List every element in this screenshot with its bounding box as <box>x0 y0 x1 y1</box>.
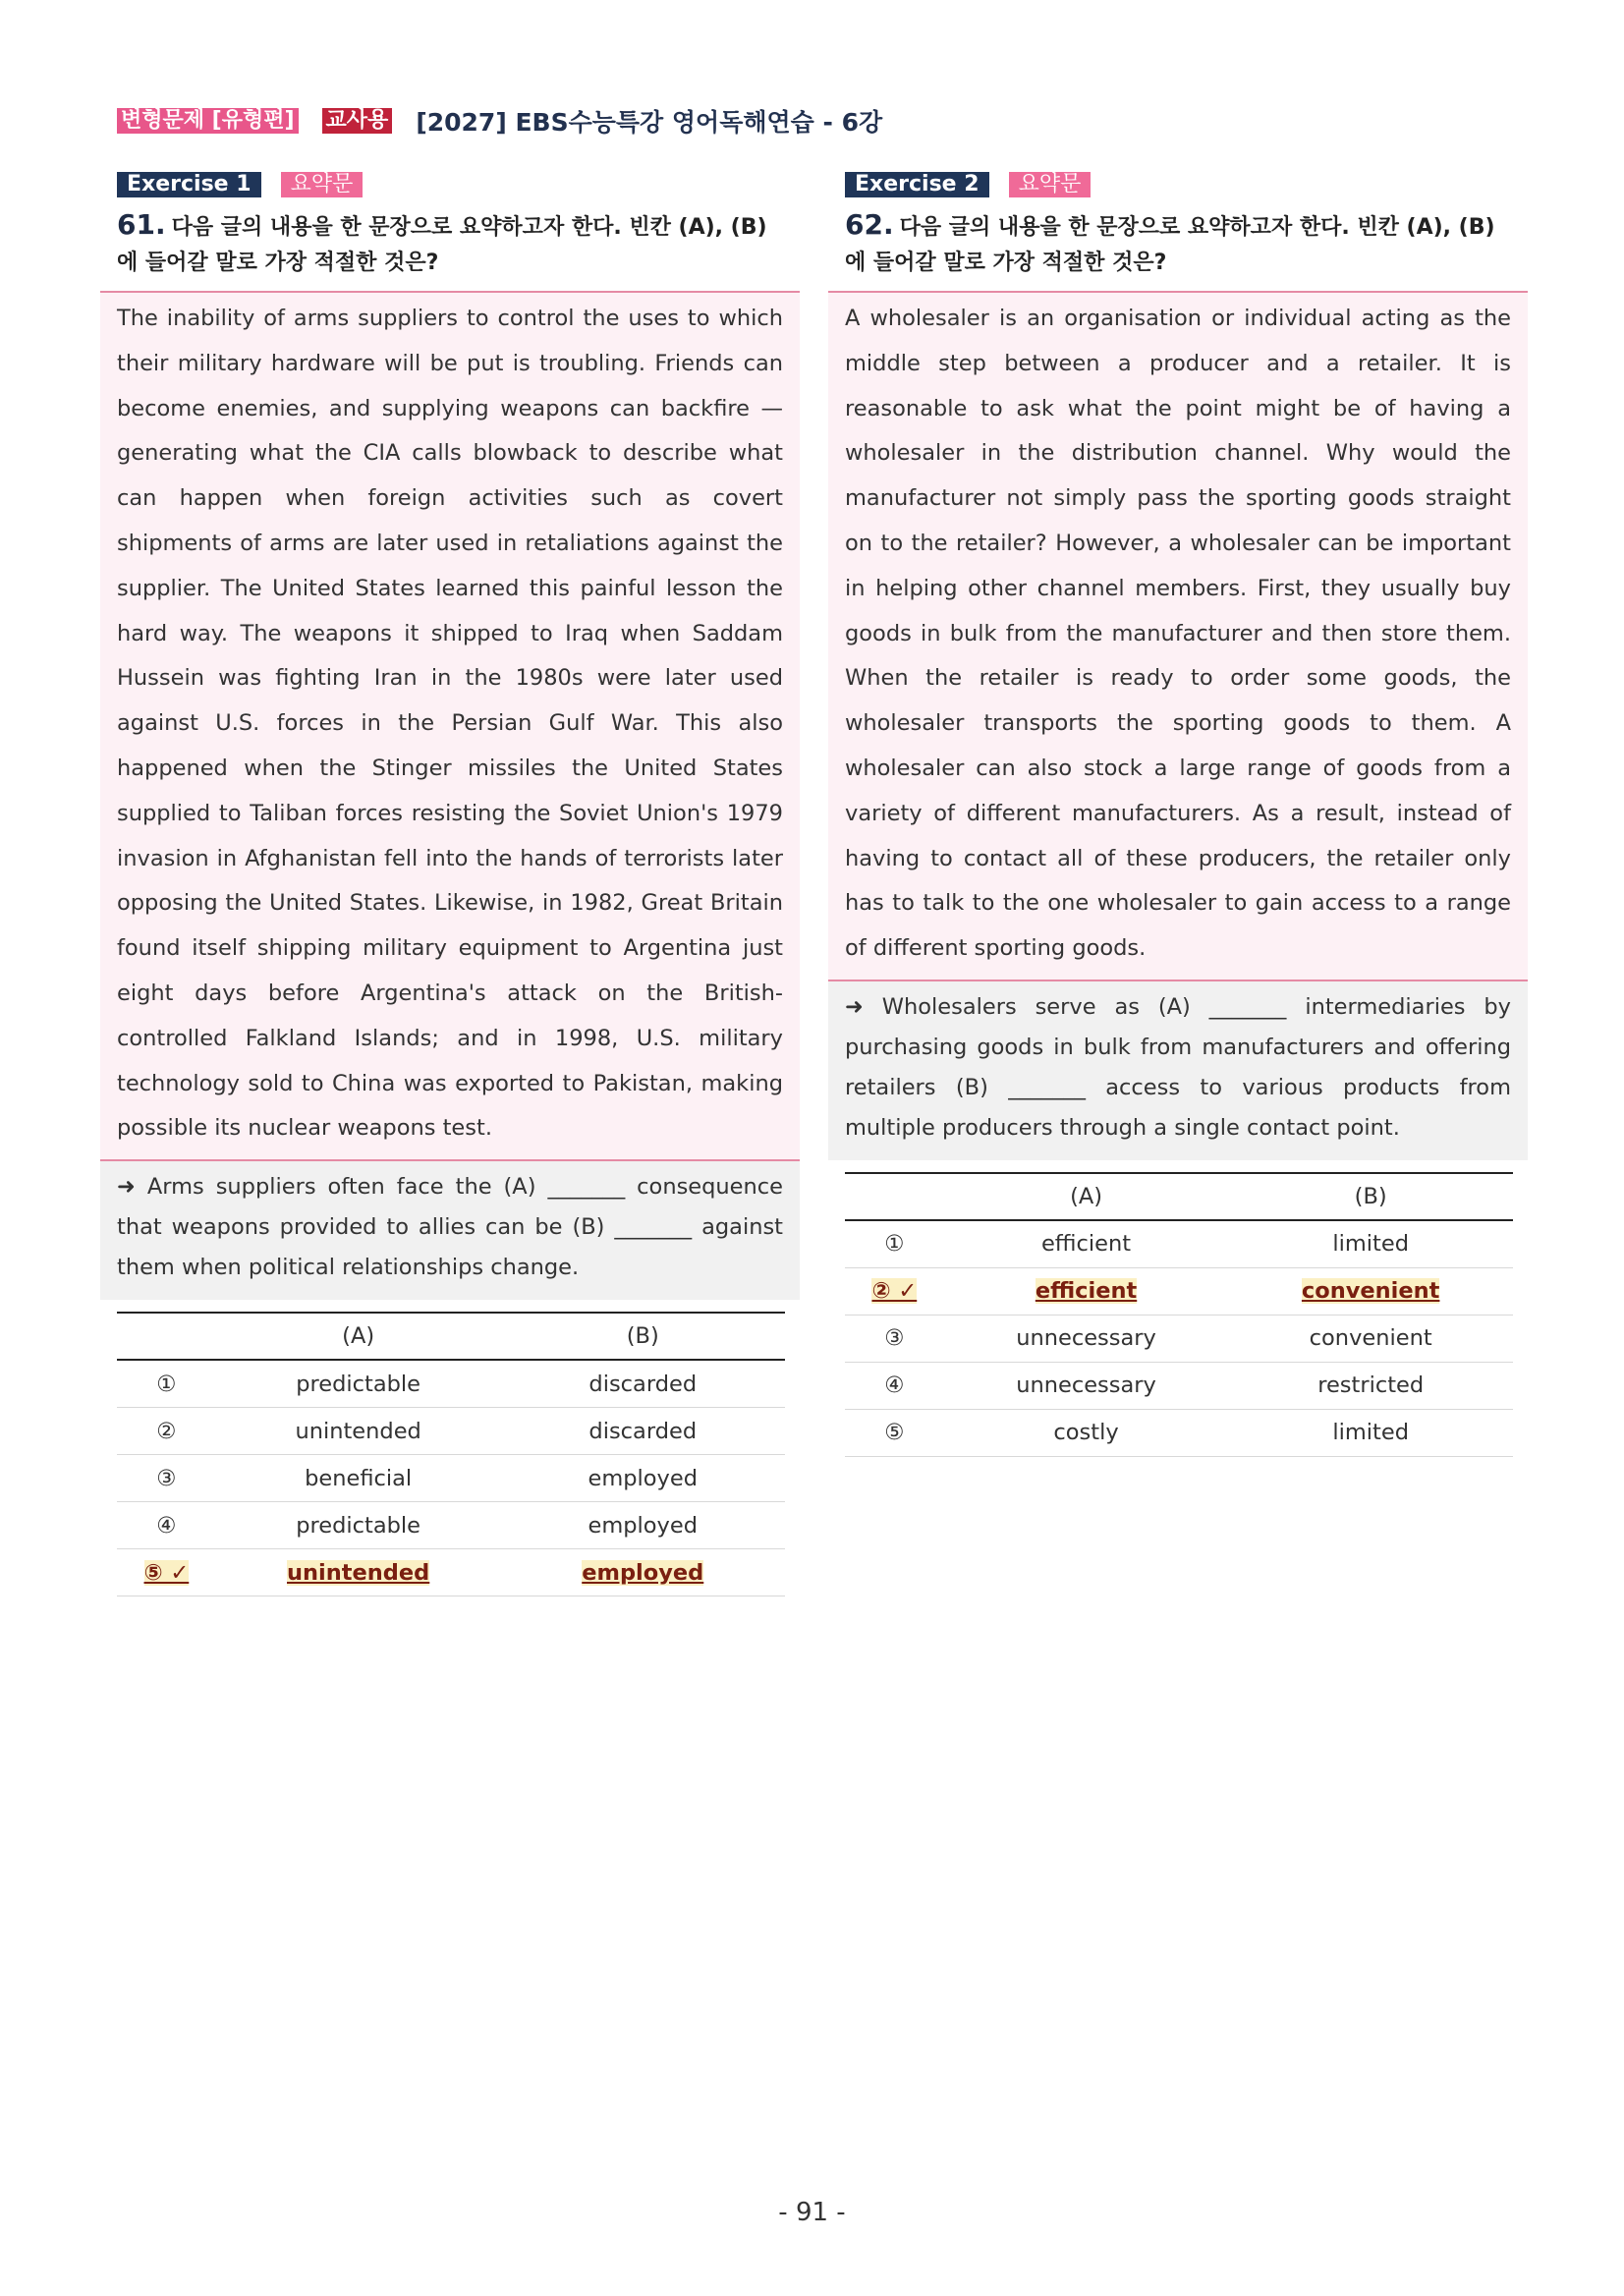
option-row-answer[interactable] <box>117 1549 785 1596</box>
header-a: (A) <box>216 1313 501 1360</box>
option-row[interactable] <box>117 1408 785 1455</box>
option-number: ① <box>845 1220 944 1268</box>
option-number: ② ✓ <box>871 1278 918 1305</box>
header-a: (A) <box>944 1173 1229 1220</box>
header-blank <box>845 1173 944 1220</box>
question-text: 다음 글의 내용을 한 문장으로 요약하고자 한다. 빈칸 (A), (B)에 들어갈 말로 가장 적절한 것은? <box>117 215 767 275</box>
option-row[interactable] <box>117 1360 785 1408</box>
passage-61: The inability of arms suppliers to control the uses to which their military hardware will be put is troubling. Friends can become enemies, and supplying weapons can backfire — generating what the CIA calls blowback to describe what can happen when foreign activities such as covert shipments of arms are later used in retaliations against the supplier. The United States learned this painful lesson the hard way. The weapons it shipped to Iraq when Saddam Hussein was fighting Iran in the 1980s were later used against U.S. forces in the Persian Gulf War. This also happened when the Stinger missiles the United States supplied to Taliban forces resisting the Soviet Union's 1979 invasion in Afghanistan fell into the hands of terrorists later opposing the United States. Likewise, in 1982, Great Britain found itself shipping military equipment to Argentina just eight days before Argentina's attack on the British-controlled Falkland Islands; and in 1998, U.S. military technology sold to China was exported to Pakistan, making possible its nuclear weapons test. <box>100 291 800 1159</box>
option-row[interactable] <box>845 1220 1513 1268</box>
option-row[interactable] <box>845 1409 1513 1456</box>
question-text: 다음 글의 내용을 한 문장으로 요약하고자 한다. 빈칸 (A), (B)에 들어갈 말로 가장 적절한 것은? <box>845 215 1495 275</box>
option-b: discarded <box>501 1408 785 1455</box>
option-row[interactable] <box>117 1455 785 1502</box>
option-row[interactable] <box>845 1362 1513 1409</box>
option-b: employed <box>501 1455 785 1502</box>
exercise-2-label-row <box>845 172 1528 197</box>
exercise-2-label: Exercise 2 <box>845 172 989 197</box>
option-b: limited <box>1228 1220 1513 1268</box>
page-header <box>117 106 882 136</box>
option-a: costly <box>944 1409 1229 1456</box>
exercise-2-type: 요약문 <box>1009 172 1092 197</box>
option-b: limited <box>1228 1409 1513 1456</box>
question-62 <box>845 207 1513 281</box>
exercise-1-label: Exercise 1 <box>117 172 261 197</box>
option-number: ③ <box>117 1455 216 1502</box>
header-b: (B) <box>501 1313 785 1360</box>
exercise-1 <box>100 172 800 1596</box>
option-number: ④ <box>117 1502 216 1549</box>
exercise-1-label-row <box>117 172 800 197</box>
option-row[interactable] <box>117 1502 785 1549</box>
option-a: beneficial <box>216 1455 501 1502</box>
page-number: - 91 - <box>778 2198 846 2227</box>
option-row-answer[interactable] <box>845 1267 1513 1315</box>
option-b: convenient <box>1228 1315 1513 1362</box>
page-title: [2027] EBS수능특강 영어독해연습 - 6강 <box>416 108 883 137</box>
option-a: predictable <box>216 1502 501 1549</box>
option-a: unnecessary <box>944 1362 1229 1409</box>
option-a: predictable <box>216 1360 501 1408</box>
option-a: unintended <box>216 1408 501 1455</box>
option-number: ⑤ <box>845 1409 944 1456</box>
header-b: (B) <box>1228 1173 1513 1220</box>
summary-62: ➜ Wholesalers serve as (A) _______ intermediaries by purchasing goods in bulk from manufacturers and offering retailers (B) _______ access to various products from multiple producers through a single contact point. <box>828 980 1528 1160</box>
option-a: unintended <box>287 1559 430 1586</box>
option-number: ⑤ ✓ <box>143 1559 190 1586</box>
options-table-62 <box>845 1172 1513 1457</box>
option-number: ② <box>117 1408 216 1455</box>
option-b: discarded <box>501 1360 785 1408</box>
option-b: employed <box>501 1502 785 1549</box>
option-b: convenient <box>1301 1278 1440 1305</box>
option-number: ③ <box>845 1315 944 1362</box>
question-61 <box>117 207 785 281</box>
option-b: employed <box>582 1559 704 1586</box>
option-a: unnecessary <box>944 1315 1229 1362</box>
question-number: 61. <box>117 208 166 241</box>
teacher-tag: 교사용 <box>322 108 393 134</box>
exercise-1-type: 요약문 <box>281 172 364 197</box>
option-a: efficient <box>1035 1278 1138 1305</box>
option-b: restricted <box>1228 1362 1513 1409</box>
option-number: ④ <box>845 1362 944 1409</box>
options-table-61 <box>117 1312 785 1596</box>
variant-tag: 변형문제 [유형편] <box>117 108 299 134</box>
question-number: 62. <box>845 208 894 241</box>
summary-61: ➜ Arms suppliers often face the (A) _______ consequence that weapons provided to allies can be (B) _______ against them when political relationships change. <box>100 1159 800 1300</box>
option-number: ① <box>117 1360 216 1408</box>
option-a: efficient <box>944 1220 1229 1268</box>
header-blank <box>117 1313 216 1360</box>
passage-62: A wholesaler is an organisation or individual acting as the middle step between a producer and a retailer. It is reasonable to ask what the point might be of having a wholesaler in the distribution channel. Why would the manufacturer not simply pass the sporting goods straight on to the retailer? However, a wholesaler can be important in helping other channel members. First, they usually buy goods in bulk from the manufacturer and then store them. When the retailer is ready to order some goods, the wholesaler transports the sporting goods to them. A wholesaler can also stock a large range of goods from a variety of different manufacturers. As a result, instead of having to contact all of these producers, the retailer only has to talk to the one wholesaler to gain access to a range of different sporting goods. <box>828 291 1528 980</box>
option-row[interactable] <box>845 1315 1513 1362</box>
exercise-2 <box>828 172 1528 1457</box>
